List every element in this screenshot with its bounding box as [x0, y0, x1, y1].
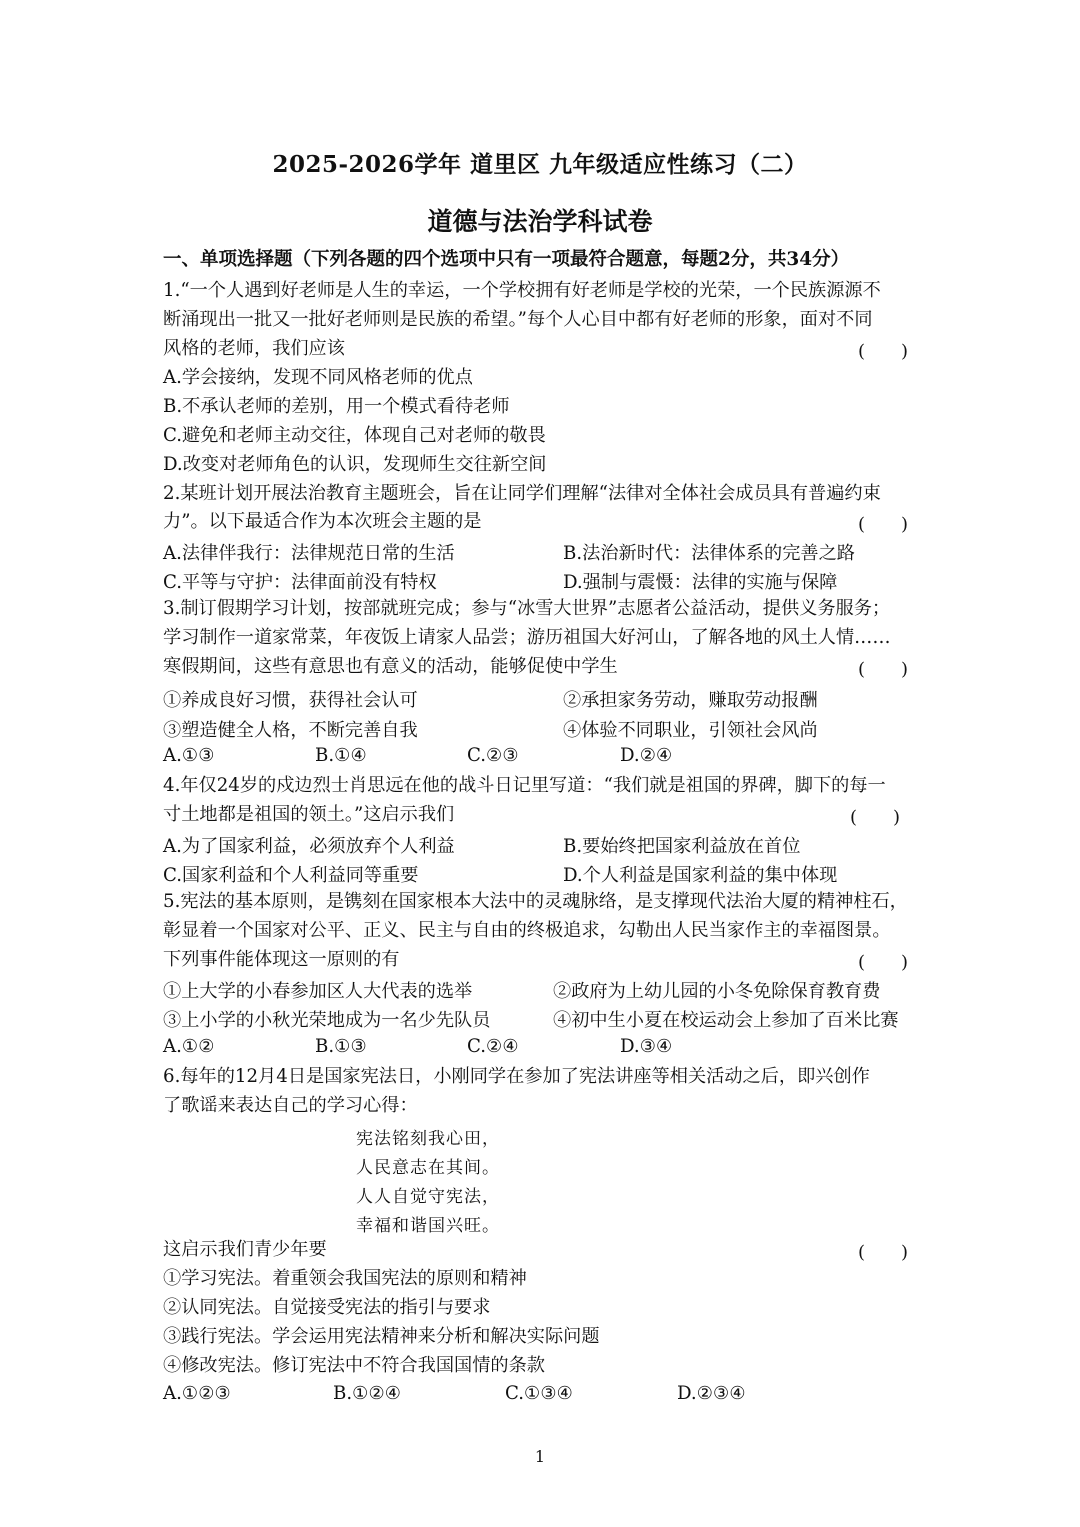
option-a: A.法律伴我行：法律规范日常的生活: [163, 543, 455, 564]
option-b: B.要始终把国家利益放在首位: [563, 836, 801, 857]
option-c: C.平等与守护：法律面前没有特权: [163, 572, 437, 593]
answer-blank: ( ): [858, 1242, 909, 1263]
question-1-text: 1.“一个人遇到好老师是人生的幸运，一个学校拥有好老师是学校的光荣，一个民族源源不: [163, 280, 881, 301]
option-d: D.③④: [620, 1036, 673, 1057]
option-d: D.②④: [620, 745, 673, 766]
poem-line: 宪法铭刻我心田，: [356, 1129, 500, 1149]
poem-line: 幸福和谐国兴旺。: [356, 1216, 500, 1236]
statement-3: ③践行宪法。学会运用宪法精神来分析和解决实际问题: [163, 1326, 600, 1347]
statement-1: ①上大学的小春参加区人大代表的选举: [163, 981, 473, 1002]
statement-4: ④初中生小夏在校运动会上参加了百米比赛: [553, 1010, 899, 1031]
option-b: B.法治新时代：法律体系的完善之路: [563, 543, 855, 564]
question-1-text: 风格的老师，我们应该: [163, 338, 345, 359]
option-b: B.不承认老师的差别，用一个模式看待老师: [163, 396, 510, 417]
page-number: 1: [534, 1447, 546, 1466]
option-b: B.①②④: [333, 1383, 402, 1404]
statement-4: ④修改宪法。修订宪法中不符合我国国情的条款: [163, 1355, 545, 1376]
option-a: A.①②: [163, 1036, 215, 1057]
statement-2: ②认同宪法。自觉接受宪法的指引与要求: [163, 1297, 491, 1318]
statement-4: ④体验不同职业，引领社会风尚: [563, 720, 818, 741]
option-a: A.为了国家利益，必须放弃个人利益: [163, 836, 455, 857]
question-3-text: 寒假期间，这些有意思也有意义的活动，能够促使中学生: [163, 656, 618, 677]
option-d: D.个人利益是国家利益的集中体现: [563, 865, 838, 886]
statement-3: ③上小学的小秋光荣地成为一名少先队员: [163, 1010, 491, 1031]
question-2-text: 2.某班计划开展法治教育主题班会，旨在让同学们理解“法律对全体社会成员具有普遍约束: [163, 483, 881, 504]
statement-2: ②承担家务劳动，赚取劳动报酬: [563, 690, 818, 711]
statement-1: ①养成良好习惯，获得社会认可: [163, 690, 418, 711]
option-b: B.①④: [315, 745, 367, 766]
answer-blank: ( ): [858, 514, 909, 535]
question-6-text: 了歌谣来表达自己的学习心得：: [163, 1095, 418, 1116]
answer-blank: ( ): [858, 952, 909, 973]
question-2-text: 力”。以下最适合作为本次班会主题的是: [163, 511, 482, 532]
question-6-text: 这启示我们青少年要: [163, 1239, 327, 1260]
option-a: A.①③: [163, 745, 215, 766]
poem-line: 人民意志在其间。: [356, 1158, 500, 1178]
statement-2: ②政府为上幼儿园的小冬免除保育教育费: [553, 981, 881, 1002]
option-c: C.②③: [467, 745, 519, 766]
question-3-text: 3.制订假期学习计划，按部就班完成；参与“冰雪大世界”志愿者公益活动，提供义务服务；: [163, 598, 891, 619]
answer-blank: ( ): [858, 341, 909, 362]
question-4-text: 4.年仅24岁的戍边烈士肖思远在他的战斗日记里写道：“我们就是祖国的界碑，脚下的每一: [163, 775, 886, 796]
question-3-text: 学习制作一道家常菜，年夜饭上请家人品尝；游历祖国大好河山，了解各地的风土人情……: [163, 627, 891, 648]
option-d: D.强制与震慑：法律的实施与保障: [563, 572, 838, 593]
option-d: D.②③④: [677, 1383, 746, 1404]
option-b: B.①③: [315, 1036, 367, 1057]
option-a: A.①②③: [163, 1383, 231, 1404]
exam-title: 2025-2026学年 道里区 九年级适应性练习（二）: [272, 151, 808, 178]
statement-3: ③塑造健全人格，不断完善自我: [163, 720, 418, 741]
question-5-text: 下列事件能体现这一原则的有: [163, 949, 400, 970]
statement-1: ①学习宪法。着重领会我国宪法的原则和精神: [163, 1268, 527, 1289]
option-c: C.①③④: [505, 1383, 573, 1404]
question-6-text: 6.每年的12月4日是国家宪法日，小刚同学在参加了宪法讲座等相关活动之后，即兴创作: [163, 1066, 870, 1087]
option-c: C.国家利益和个人利益同等重要: [163, 865, 419, 886]
question-5-text: 5.宪法的基本原则，是镌刻在国家根本大法中的灵魂脉络，是支撑现代法治大厦的精神柱石，: [163, 891, 908, 912]
section-heading: 一、单项选择题（下列各题的四个选项中只有一项最符合题意，每题2分，共34分）: [163, 249, 850, 270]
poem-line: 人人自觉守宪法，: [356, 1187, 500, 1207]
option-c: C.②④: [467, 1036, 519, 1057]
question-1-text: 断涌现出一批又一批好老师则是民族的希望。”每个人心目中都有好老师的形象，面对不同: [163, 309, 873, 330]
option-c: C.避免和老师主动交往，体现自己对老师的敬畏: [163, 425, 546, 446]
question-5-text: 彰显着一个国家对公平、正义、民主与自由的终极追求，勾勒出人民当家作主的幸福图景。: [163, 920, 891, 941]
question-4-text: 寸土地都是祖国的领土。”这启示我们: [163, 804, 455, 825]
answer-blank: ( ): [850, 807, 901, 828]
answer-blank: ( ): [858, 659, 909, 680]
exam-subtitle: 道德与法治学科试卷: [427, 207, 653, 236]
option-d: D.改变对老师角色的认识，发现师生交往新空间: [163, 454, 547, 475]
option-a: A.学会接纳，发现不同风格老师的优点: [163, 367, 473, 388]
